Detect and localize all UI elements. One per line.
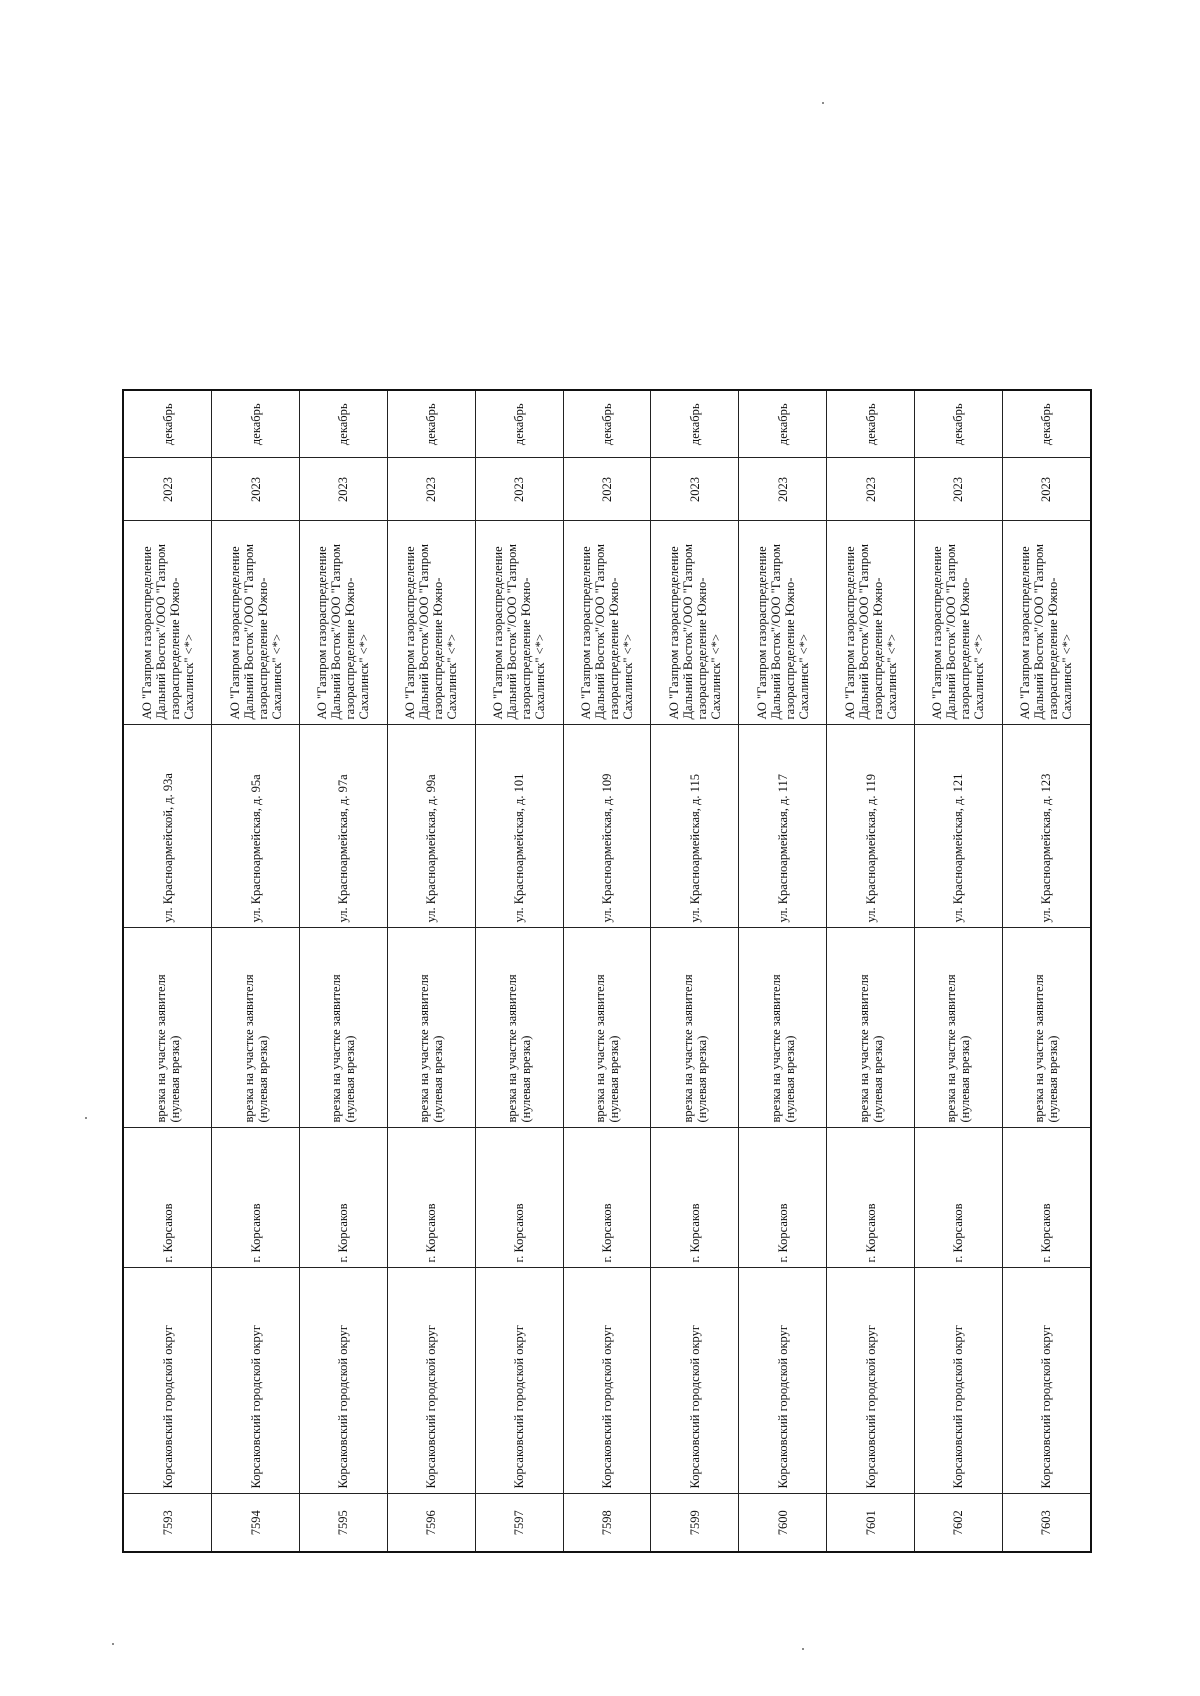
row-number: 7598 [599,1510,614,1536]
month-cell [827,390,915,458]
city-name: г. Корсаков [863,1203,878,1263]
organization-cell [123,521,212,725]
year-cell [739,458,827,521]
organization-cell [212,521,300,725]
month-value: декабрь [512,403,527,446]
month-value: декабрь [424,403,439,446]
row-number-cell [1002,1494,1091,1552]
method-cell [651,928,739,1128]
organization-name: АО "Газпром газораспределение Дальний Восток"/ООО "Газпром газораспределение Южно-Сахалинск" <*> [491,543,548,720]
row-number-cell [387,1494,475,1552]
method-cell [299,928,387,1128]
method-cell [563,928,651,1128]
year-value: 2023 [951,477,966,502]
city-cell [827,1128,915,1268]
year-value: 2023 [863,477,878,502]
city-cell [475,1128,563,1268]
city-cell [651,1128,739,1268]
city-name: г. Корсаков [248,1203,263,1263]
row-number: 7601 [863,1510,878,1536]
street-address: ул. Красноармейская, д. 121 [951,773,966,923]
city-name: г. Корсаков [424,1203,439,1263]
row-number-cell [739,1494,827,1552]
month-value: декабрь [863,403,878,446]
table-row [212,390,300,1552]
district-name: Корсаковский городской округ [1039,1324,1054,1489]
district-name: Корсаковский городской округ [160,1324,175,1489]
city-name: г. Корсаков [160,1203,175,1263]
table-area [122,391,1092,1553]
district-name: Корсаковский городской округ [951,1324,966,1489]
table-row [739,390,827,1552]
city-name: г. Корсаков [687,1203,702,1263]
organization-cell [387,521,475,725]
table-row [1002,390,1091,1552]
method-cell [123,928,212,1128]
city-name: г. Корсаков [951,1203,966,1263]
street-address: ул. Красноармейская, д. 97а [336,774,351,923]
year-value: 2023 [775,477,790,502]
table-body [123,390,1091,1552]
district-cell [914,1268,1002,1494]
row-number: 7599 [687,1510,702,1536]
city-cell [299,1128,387,1268]
organization-cell [1002,521,1091,725]
month-value: декабрь [599,403,614,446]
rotated-table-container [122,391,1092,1553]
year-cell [651,458,739,521]
street-address: ул. Красноармейской, д. 93а [160,773,175,923]
method-cell [739,928,827,1128]
year-cell [387,458,475,521]
address-cell [475,725,563,928]
row-number: 7600 [775,1510,790,1536]
row-number: 7593 [160,1510,175,1536]
street-address: ул. Красноармейская, д. 119 [863,774,878,923]
scan-speck [85,1117,87,1119]
organization-name: АО "Газпром газораспределение Дальний Восток"/ООО "Газпром газораспределение Южно-Сахалинск" <*> [315,543,372,720]
table-row [387,390,475,1552]
address-cell [914,725,1002,928]
row-number: 7595 [336,1510,351,1536]
city-cell [563,1128,651,1268]
gas-connection-table [122,389,1092,1553]
row-number-cell [563,1494,651,1552]
street-address: ул. Красноармейская, д. 123 [1039,773,1054,923]
month-value: декабрь [951,403,966,446]
table-row [563,390,651,1552]
month-value: декабрь [1039,403,1054,446]
district-name: Корсаковский городской округ [512,1324,527,1489]
method-cell [212,928,300,1128]
district-cell [739,1268,827,1494]
organization-name: АО "Газпром газораспределение Дальний Восток"/ООО "Газпром газораспределение Южно-Сахалинск" <*> [578,543,635,720]
year-value: 2023 [687,477,702,502]
table-row [827,390,915,1552]
address-cell [827,725,915,928]
district-cell [563,1268,651,1494]
row-number-cell [475,1494,563,1552]
district-cell [1002,1268,1091,1494]
organization-cell [651,521,739,725]
year-value: 2023 [512,477,527,502]
city-name: г. Корсаков [512,1203,527,1263]
table-row [299,390,387,1552]
connection-method: врезка на участке заявителя (нулевая врезка) [768,974,797,1123]
organization-cell [475,521,563,725]
row-number-cell [914,1494,1002,1552]
organization-name: АО "Газпром газораспределение Дальний Восток"/ООО "Газпром газораспределение Южно-Сахалинск" <*> [930,543,987,720]
address-cell [739,725,827,928]
month-cell [212,390,300,458]
year-value: 2023 [424,477,439,502]
year-cell [123,458,212,521]
district-cell [827,1268,915,1494]
city-cell [387,1128,475,1268]
address-cell [563,725,651,928]
district-name: Корсаковский городской округ [687,1324,702,1489]
organization-cell [739,521,827,725]
month-cell [914,390,1002,458]
organization-name: АО "Газпром газораспределение Дальний Восток"/ООО "Газпром газораспределение Южно-Сахалинск" <*> [842,543,899,720]
city-cell [123,1128,212,1268]
district-cell [299,1268,387,1494]
scan-speck [802,1648,804,1650]
year-cell [1002,458,1091,521]
month-value: декабрь [160,403,175,446]
row-number: 7597 [512,1510,527,1536]
address-cell [123,725,212,928]
organization-name: АО "Газпром газораспределение Дальний Восток"/ООО "Газпром газораспределение Южно-Сахалинск" <*> [403,543,460,720]
year-cell [475,458,563,521]
address-cell [1002,725,1091,928]
district-cell [387,1268,475,1494]
year-cell [827,458,915,521]
city-cell [1002,1128,1091,1268]
connection-method: врезка на участке заявителя (нулевая врезка) [329,974,358,1123]
month-cell [651,390,739,458]
row-number: 7594 [248,1510,263,1536]
month-cell [1002,390,1091,458]
row-number-cell [299,1494,387,1552]
organization-cell [827,521,915,725]
city-name: г. Корсаков [775,1203,790,1263]
method-cell [475,928,563,1128]
city-name: г. Корсаков [599,1203,614,1263]
organization-cell [914,521,1002,725]
row-number: 7603 [1039,1510,1054,1536]
month-cell [123,390,212,458]
year-value: 2023 [599,477,614,502]
district-name: Корсаковский городской округ [424,1324,439,1489]
district-name: Корсаковский городской округ [863,1324,878,1489]
method-cell [827,928,915,1128]
month-value: декабрь [248,403,263,446]
year-cell [299,458,387,521]
row-number-cell [123,1494,212,1552]
connection-method: врезка на участке заявителя (нулевая врезка) [241,974,270,1123]
year-cell [212,458,300,521]
city-name: г. Корсаков [1039,1203,1054,1263]
month-cell [387,390,475,458]
month-value: декабрь [336,403,351,446]
row-number-cell [651,1494,739,1552]
city-cell [914,1128,1002,1268]
street-address: ул. Красноармейская, д. 95а [248,774,263,923]
organization-name: АО "Газпром газораспределение Дальний Восток"/ООО "Газпром газораспределение Южно-Сахалинск" <*> [754,543,811,720]
table-row [914,390,1002,1552]
scan-speck [822,102,824,104]
year-cell [563,458,651,521]
district-name: Корсаковский городской округ [775,1324,790,1489]
connection-method: врезка на участке заявителя (нулевая врезка) [153,974,182,1123]
year-value: 2023 [336,477,351,502]
organization-cell [563,521,651,725]
connection-method: врезка на участке заявителя (нулевая врезка) [505,974,534,1123]
method-cell [914,928,1002,1128]
scan-speck [112,1643,114,1645]
district-name: Корсаковский городской округ [336,1324,351,1489]
connection-method: врезка на участке заявителя (нулевая врезка) [592,974,621,1123]
street-address: ул. Красноармейская, д. 109 [599,773,614,923]
year-cell [914,458,1002,521]
month-cell [299,390,387,458]
district-name: Корсаковский городской округ [599,1324,614,1489]
month-cell [475,390,563,458]
address-cell [387,725,475,928]
row-number: 7596 [424,1510,439,1536]
month-value: декабрь [687,403,702,446]
city-name: г. Корсаков [336,1203,351,1263]
street-address: ул. Красноармейская, д. 117 [775,774,790,923]
method-cell [1002,928,1091,1128]
district-cell [475,1268,563,1494]
table-row [123,390,212,1552]
organization-name: АО "Газпром газораспределение Дальний Восток"/ООО "Газпром газораспределение Южно-Сахалинск" <*> [1018,543,1075,720]
organization-name: АО "Газпром газораспределение Дальний Восток"/ООО "Газпром газораспределение Южно-Сахалинск" <*> [227,543,284,720]
table-row [475,390,563,1552]
month-value: декабрь [775,403,790,446]
connection-method: врезка на участке заявителя (нулевая врезка) [944,974,973,1123]
row-number-cell [212,1494,300,1552]
address-cell [212,725,300,928]
organization-name: АО "Газпром газораспределение Дальний Восток"/ООО "Газпром газораспределение Южно-Сахалинск" <*> [139,543,196,720]
month-cell [563,390,651,458]
address-cell [651,725,739,928]
year-value: 2023 [160,477,175,502]
street-address: ул. Красноармейская, д. 115 [687,774,702,923]
method-cell [387,928,475,1128]
organization-cell [299,521,387,725]
connection-method: врезка на участке заявителя (нулевая врезка) [1032,974,1061,1123]
organization-name: АО "Газпром газораспределение Дальний Восток"/ООО "Газпром газораспределение Южно-Сахалинск" <*> [666,543,723,720]
street-address: ул. Красноармейская, д. 99а [424,774,439,923]
table-row [651,390,739,1552]
city-cell [739,1128,827,1268]
district-cell [123,1268,212,1494]
year-value: 2023 [1039,477,1054,502]
district-name: Корсаковский городской округ [248,1324,263,1489]
connection-method: врезка на участке заявителя (нулевая врезка) [417,974,446,1123]
row-number: 7602 [951,1510,966,1536]
month-cell [739,390,827,458]
district-cell [651,1268,739,1494]
district-cell [212,1268,300,1494]
connection-method: врезка на участке заявителя (нулевая врезка) [680,974,709,1123]
year-value: 2023 [248,477,263,502]
city-cell [212,1128,300,1268]
connection-method: врезка на участке заявителя (нулевая врезка) [856,974,885,1123]
row-number-cell [827,1494,915,1552]
address-cell [299,725,387,928]
street-address: ул. Красноармейская, д. 101 [512,773,527,923]
